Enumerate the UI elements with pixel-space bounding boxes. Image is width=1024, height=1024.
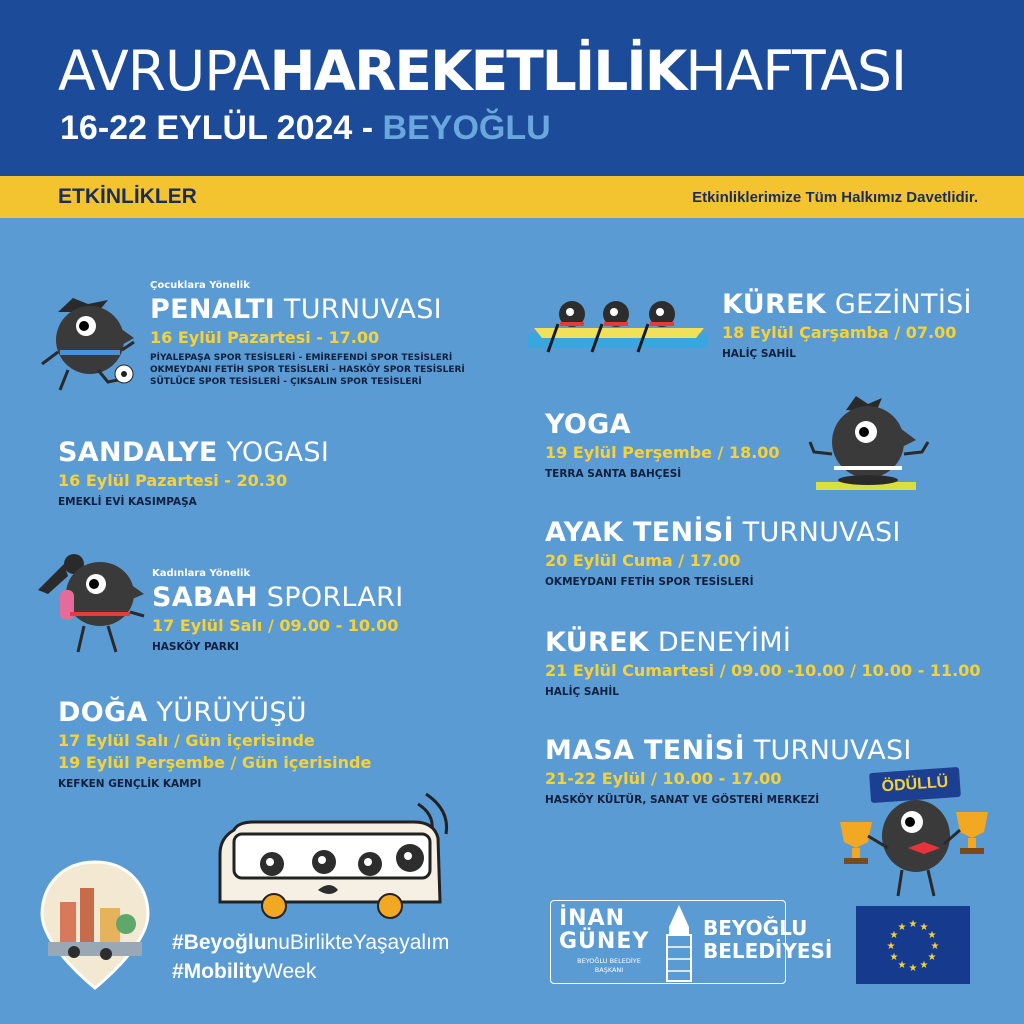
mayor-title: BEYOĞLU BELEDİYE BAŞKANI	[577, 957, 641, 974]
event-date: 19 Eylül Perşembe / Gün içerisinde	[58, 753, 372, 772]
yoga-mascot-icon	[806, 394, 938, 494]
event-date: 16 Eylül Pazartesi - 17.00	[150, 328, 380, 347]
event-name: KÜREK DENEYİMİ	[545, 627, 792, 658]
svg-text:★: ★	[897, 922, 907, 933]
event-kurek-gezintisi	[722, 288, 972, 362]
event-name: DOĞA YÜRÜYÜŞÜ	[58, 697, 307, 728]
rowing-boat-icon	[528, 294, 708, 358]
mayor-name: İNAN GÜNEY	[559, 906, 650, 954]
event-date: 19 Eylül Perşembe / 18.00	[545, 443, 780, 462]
event-venue: HALİÇ SAHİL	[722, 348, 796, 360]
event-venue: PİYALEPAŞA SPOR TESİSLERİ - EMİREFENDİ SPOR TESİSLERİ OKMEYDANI FETİH SPOR TESİSLERİ - HASKÖY SPOR TESİSLERİ SÜTLÜCE SPOR TESİSLERİ - ÇIKSALIN SPOR TESİSLERİ	[150, 353, 465, 387]
events-heading: ETKİNLİKLER	[58, 185, 197, 208]
event-date: 18 Eylül Çarşamba / 07.00	[722, 323, 957, 342]
svg-text:★: ★	[889, 930, 899, 941]
event-name: MASA TENİSİ TURNUVASI	[545, 735, 912, 766]
event-name: SABAH SPORLARI	[152, 582, 404, 613]
event-sandalye-yogasi	[58, 436, 329, 510]
svg-text:★: ★	[919, 960, 929, 971]
svg-text:★: ★	[908, 963, 918, 974]
soccer-mascot-icon	[38, 290, 138, 398]
trophy-mascot-icon	[832, 796, 996, 900]
svg-text:★: ★	[927, 930, 937, 941]
svg-text:★: ★	[889, 952, 899, 963]
event-penalti	[150, 280, 465, 388]
event-date: 21-22 Eylül / 10.00 - 17.00	[545, 769, 782, 788]
event-venue: OKMEYDANI FETİH SPOR TESİSLERİ	[545, 576, 754, 588]
event-venue: KEFKEN GENÇLİK KAMPI	[58, 778, 202, 790]
event-kurek-deneyimi	[545, 626, 981, 700]
municipality-logo	[550, 900, 833, 984]
hashtags	[172, 928, 449, 986]
event-name: PENALTI TURNUVASI	[150, 294, 442, 325]
event-date: 20 Eylül Cuma / 17.00	[545, 551, 741, 570]
event-ayak-tenisi	[545, 516, 901, 590]
event-venue: EMEKLİ EVİ KASIMPAŞA	[58, 496, 197, 508]
galata-tower-icon	[659, 903, 699, 983]
event-name: SANDALYE YOGASI	[58, 437, 330, 468]
district-name: BEYOĞLU	[382, 109, 551, 147]
event-date: 21 Eylül Cumartesi / 09.00 -10.00 / 10.00 - 11.00	[545, 661, 981, 680]
page-title: AVRUPAHAREKETLİLİKHAFTASI	[58, 39, 907, 103]
svg-text:★: ★	[919, 922, 929, 933]
bus-icon	[214, 790, 474, 920]
event-yoga	[545, 408, 780, 482]
hashtag-beyoglu[interactable]: #BeyoğlunuBirlikteYaşayalım	[172, 931, 450, 954]
event-venue: HASKÖY PARKI	[152, 641, 239, 653]
events-ribbon	[0, 176, 1024, 218]
award-badge: ÖDÜLLÜ	[869, 767, 961, 803]
svg-text:★: ★	[927, 952, 937, 963]
event-venue: HALİÇ SAHİL	[545, 686, 619, 698]
event-date: 16 Eylül Pazartesi - 20.30	[58, 471, 288, 490]
header-banner	[0, 0, 1024, 176]
event-name: KÜREK GEZİNTİSİ	[722, 289, 972, 320]
event-venue: HASKÖY KÜLTÜR, SANAT VE GÖSTERİ MERKEZİ	[545, 794, 820, 806]
eu-stars-icon	[856, 906, 970, 984]
svg-text:★: ★	[908, 919, 918, 930]
svg-text:★: ★	[930, 941, 940, 952]
invitation-text: Etkinliklerimize Tüm Halkımız Davetlidir.	[692, 189, 978, 206]
event-tag: Çocuklara Yönelik	[150, 280, 250, 291]
event-name: YOGA	[545, 409, 631, 440]
location-pin-icon	[36, 858, 154, 992]
event-date: 17 Eylül Salı / 09.00 - 10.00	[152, 616, 399, 635]
event-doga-yuruyusu	[58, 696, 371, 792]
female-mascot-icon	[34, 550, 146, 660]
event-name: AYAK TENİSİ TURNUVASI	[545, 517, 901, 548]
event-date: 17 Eylül Salı / Gün içerisinde	[58, 731, 315, 750]
event-tag: Kadınlara Yönelik	[152, 568, 251, 579]
event-sabah-sporlari	[152, 568, 404, 655]
svg-text:★: ★	[897, 960, 907, 971]
page-subtitle: 16-22 EYLÜL 2024 - BEYOĞLU	[60, 109, 551, 147]
hashtag-mobility-week[interactable]: #MobilityWeek	[172, 960, 317, 983]
svg-text:★: ★	[886, 941, 896, 952]
eu-flag-icon	[856, 906, 970, 984]
event-venue: TERRA SANTA BAHÇESİ	[545, 468, 682, 480]
municipality-name: BEYOĞLU BELEDİYESİ	[703, 916, 833, 963]
